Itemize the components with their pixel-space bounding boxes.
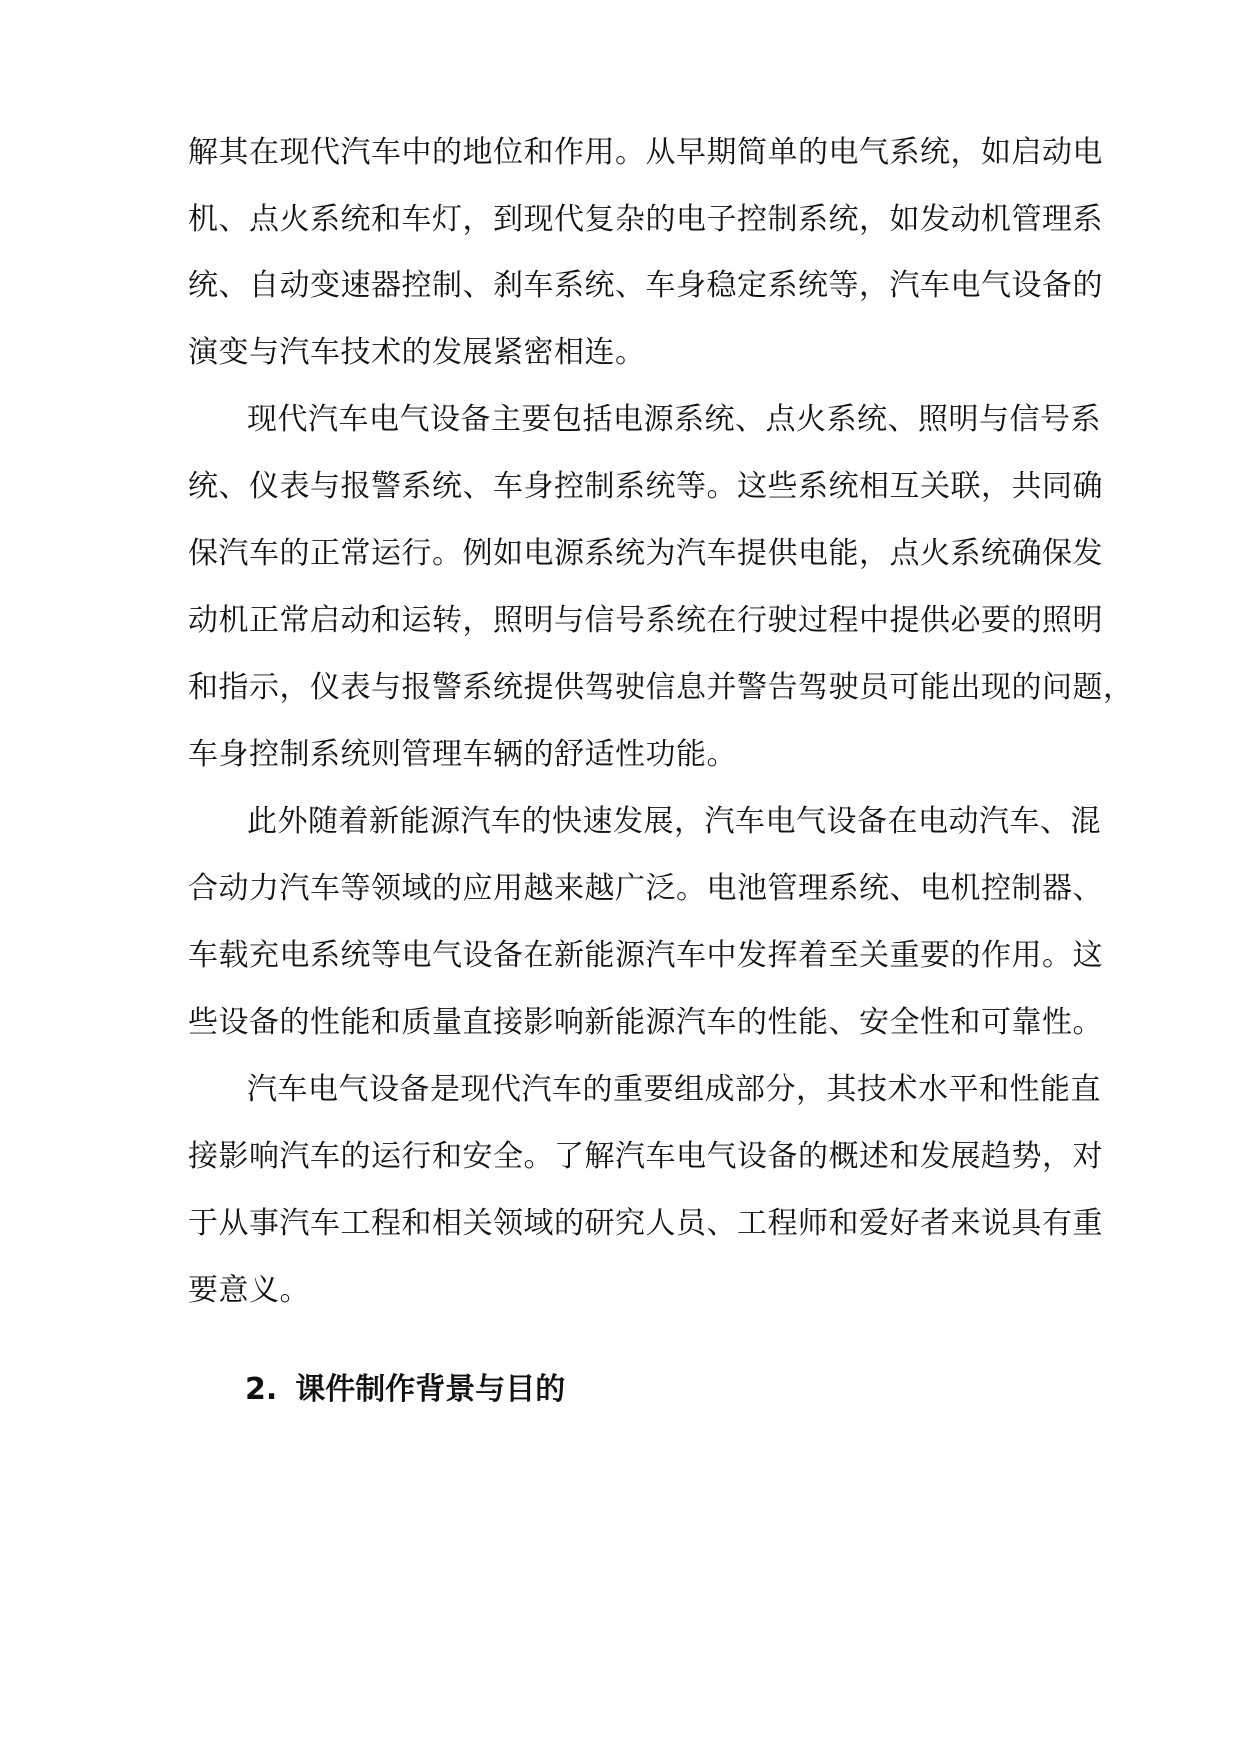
paragraph-line: 车身控制系统则管理车辆的舒适性功能。	[188, 737, 737, 772]
section-number: 2.	[245, 1372, 278, 1407]
paragraph-line: 统、仪表与报警系统、车身控制系统等。这些系统相互关联，共同确	[188, 469, 1103, 504]
section-title: 课件制作背景与目的	[295, 1372, 566, 1407]
paragraph-line: 些设备的性能和质量直接影响新能源汽车的性能、安全性和可靠性。	[188, 1005, 1103, 1040]
paragraph-line: 机、点火系统和车灯，到现代复杂的电子控制系统，如发动机管理系	[188, 202, 1103, 237]
paragraph-line: 演变与汽车技术的发展紧密相连。	[188, 335, 646, 370]
paragraph-line: 现代汽车电气设备主要包括电源系统、点火系统、照明与信号系	[247, 402, 1101, 437]
paragraph-line: 于从事汽车工程和相关领域的研究人员、工程师和爱好者来说具有重	[188, 1206, 1103, 1241]
paragraph-line: 车载充电系统等电气设备在新能源汽车中发挥着至关重要的作用。这	[188, 938, 1103, 973]
section-heading	[245, 1368, 565, 1412]
paragraph-line: 保汽车的正常运行。例如电源系统为汽车提供电能，点火系统确保发	[188, 536, 1103, 571]
paragraph-line: 此外随着新能源汽车的快速发展，汽车电气设备在电动汽车、混	[247, 804, 1101, 839]
paragraph-line: 动机正常启动和运转，照明与信号系统在行驶过程中提供必要的照明	[188, 603, 1103, 638]
paragraph-line: 统、自动变速器控制、刹车系统、车身稳定系统等，汽车电气设备的	[188, 268, 1103, 303]
paragraph-line: 要意义。	[188, 1273, 310, 1308]
paragraph-line: 解其在现代汽车中的地位和作用。从早期简单的电气系统，如启动电	[188, 135, 1103, 170]
paragraph-line: 合动力汽车等领域的应用越来越广泛。电池管理系统、电机控制器、	[188, 871, 1103, 906]
paragraph-line: 和指示，仪表与报警系统提供驾驶信息并警告驾驶员可能出现的问题，	[188, 670, 1134, 705]
paragraph-line: 汽车电气设备是现代汽车的重要组成部分，其技术水平和性能直	[247, 1072, 1101, 1107]
paragraph-line: 接影响汽车的运行和安全。了解汽车电气设备的概述和发展趋势，对	[188, 1139, 1103, 1174]
